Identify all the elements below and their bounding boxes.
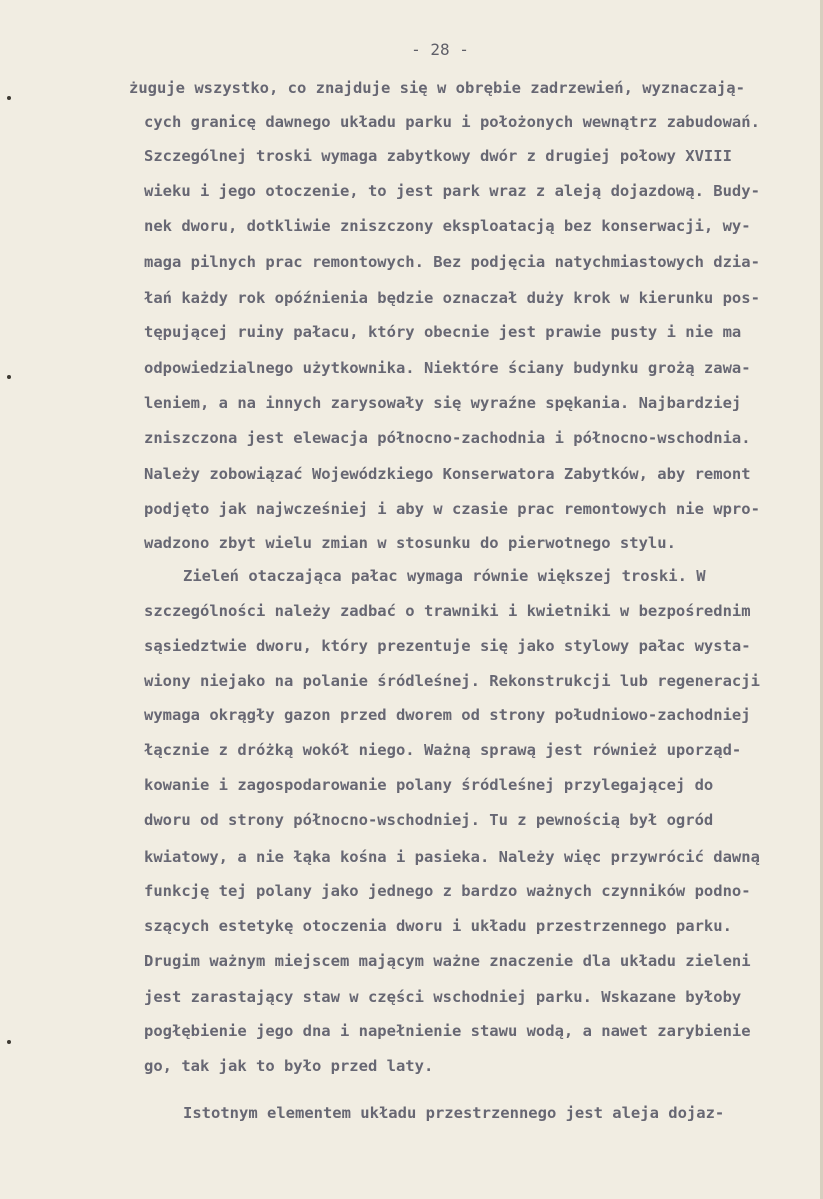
text-line: dworu od strony północno-wschodniej. Tu z pewnością był ogród — [144, 811, 714, 829]
text-line: wieku i jego otoczenie, to jest park wraz z aleją dojazdową. Budy- — [144, 182, 760, 200]
page-number: - 28 - — [411, 40, 469, 59]
text-line: Należy zobowiązać Wojewódzkiego Konserwatora Zabytków, aby remont — [144, 465, 751, 483]
text-line: Szczególnej troski wymaga zabytkowy dwór z drugiej połowy XVIII — [144, 147, 732, 165]
text-line: pogłębienie jego dna i napełnienie stawu wodą, a nawet zarybienie — [144, 1022, 751, 1040]
text-line: podjęto jak najwcześniej i aby w czasie prac remontowych nie wpro- — [144, 500, 760, 518]
text-line: jest zarastający staw w części wschodniej parku. Wskazane byłoby — [144, 988, 742, 1006]
text-line: łań każdy rok opóźnienia będzie oznaczał duży krok w kierunku pos- — [144, 289, 760, 307]
text-line: szczególności należy zadbać o trawniki i kwietniki w bezpośrednim — [144, 602, 751, 620]
text-line: Drugim ważnym miejscem mającym ważne znaczenie dla układu zieleni — [144, 952, 751, 970]
text-line: leniem, a na innych zarysowały się wyraźne spękania. Najbardziej — [144, 394, 742, 412]
punch-mark — [7, 1040, 11, 1044]
text-line: kwiatowy, a nie łąka kośna i pasieka. Należy więc przywrócić dawną — [144, 848, 760, 866]
text-line: szących estetykę otoczenia dworu i układu przestrzennego parku. — [144, 917, 732, 935]
text-line: nek dworu, dotkliwie zniszczony eksploatacją bez konserwacji, wy- — [144, 217, 751, 235]
text-line: funkcję tej polany jako jednego z bardzo ważnych czynników podno- — [144, 882, 751, 900]
text-line: Istotnym elementem układu przestrzennego jest aleja dojaz- — [183, 1104, 725, 1122]
text-line: zniszczona jest elewacja północno-zachodnia i północno-wschodnia. — [144, 429, 751, 447]
text-line: wiony niejako na polanie śródleśnej. Rekonstrukcji lub regeneracji — [144, 672, 760, 690]
text-line: kowanie i zagospodarowanie polany śródleśnej przylegającej do — [144, 776, 714, 794]
text-line: sąsiedztwie dworu, który prezentuje się jako stylowy pałac wysta- — [144, 637, 751, 655]
text-line: łącznie z dróżką wokół niego. Ważną sprawą jest również uporząd- — [144, 741, 742, 759]
text-line: maga pilnych prac remontowych. Bez podjęcia natychmiastowych dzia- — [144, 253, 760, 271]
text-line: cych granicę dawnego układu parku i położonych wewnątrz zabudowań. — [144, 113, 760, 131]
punch-mark — [7, 375, 11, 379]
text-line: żuguje wszystko, co znajduje się w obrębie zadrzewień, wyznaczają- — [129, 79, 745, 97]
text-line: wadzono zbyt wielu zmian w stosunku do pierwotnego stylu. — [144, 534, 676, 552]
text-line: tępującej ruiny pałacu, który obecnie jest prawie pusty i nie ma — [144, 323, 742, 341]
text-line: wymaga okrągły gazon przed dworem od strony południowo-zachodniej — [144, 706, 751, 724]
text-line: go, tak jak to było przed laty. — [144, 1057, 434, 1075]
text-line: Zieleń otaczająca pałac wymaga równie większej troski. W — [183, 567, 706, 585]
punch-mark — [7, 96, 11, 100]
text-line: odpowiedzialnego użytkownika. Niektóre ściany budynku grożą zawa- — [144, 359, 751, 377]
